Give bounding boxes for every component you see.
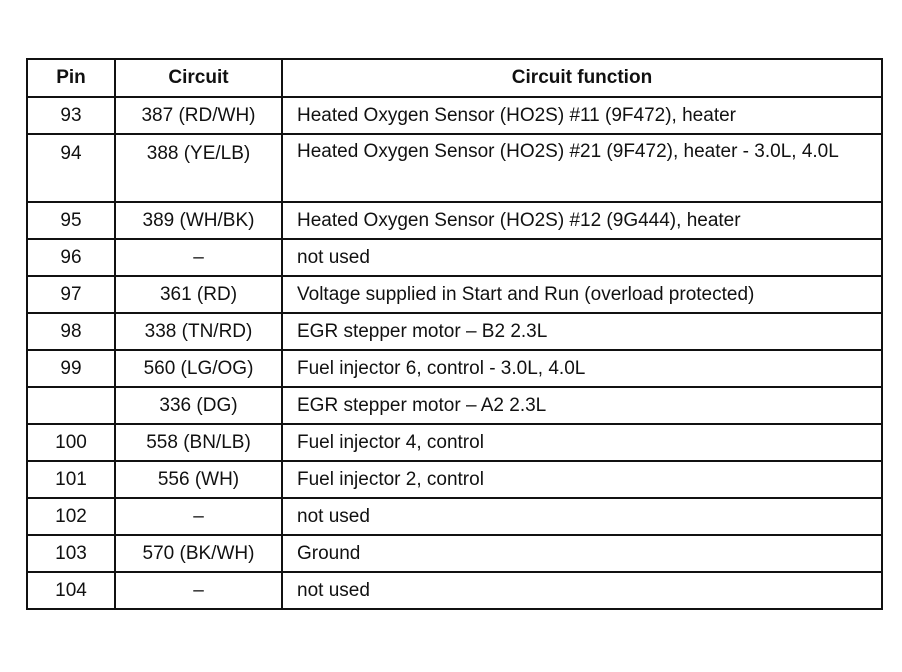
function-cell: Fuel injector 4, control xyxy=(282,424,882,461)
table-row xyxy=(27,313,882,350)
pin-cell: 94 xyxy=(27,134,115,202)
pin-cell: 104 xyxy=(27,572,115,609)
function-cell: Heated Oxygen Sensor (HO2S) #12 (9G444), heater xyxy=(282,202,882,239)
table-row xyxy=(27,239,882,276)
function-cell: Heated Oxygen Sensor (HO2S) #11 (9F472), heater xyxy=(282,97,882,134)
table-row xyxy=(27,387,882,424)
header-pin: Pin xyxy=(27,59,115,97)
table-row xyxy=(27,202,882,239)
table-row xyxy=(27,97,882,134)
table-row xyxy=(27,535,882,572)
function-cell: Ground xyxy=(282,535,882,572)
pin-cell: 95 xyxy=(27,202,115,239)
table-row xyxy=(27,461,882,498)
circuit-cell: – xyxy=(115,572,282,609)
pin-cell xyxy=(27,387,115,424)
table-row xyxy=(27,572,882,609)
table-row xyxy=(27,498,882,535)
function-cell: Heated Oxygen Sensor (HO2S) #21 (9F472), heater - 3.0L, 4.0L xyxy=(282,134,882,202)
circuit-cell: 570 (BK/WH) xyxy=(115,535,282,572)
table-row xyxy=(27,424,882,461)
pin-cell: 102 xyxy=(27,498,115,535)
pin-table xyxy=(26,58,883,610)
table-row xyxy=(27,350,882,387)
function-cell: Fuel injector 6, control - 3.0L, 4.0L xyxy=(282,350,882,387)
header-circuit-function: Circuit function xyxy=(282,59,882,97)
circuit-cell: 556 (WH) xyxy=(115,461,282,498)
circuit-cell: 336 (DG) xyxy=(115,387,282,424)
function-cell: EGR stepper motor – A2 2.3L xyxy=(282,387,882,424)
function-cell: not used xyxy=(282,572,882,609)
circuit-cell: 560 (LG/OG) xyxy=(115,350,282,387)
pin-cell: 93 xyxy=(27,97,115,134)
circuit-cell: 387 (RD/WH) xyxy=(115,97,282,134)
function-cell: not used xyxy=(282,239,882,276)
circuit-cell: 389 (WH/BK) xyxy=(115,202,282,239)
pin-cell: 100 xyxy=(27,424,115,461)
function-cell: Voltage supplied in Start and Run (overload protected) xyxy=(282,276,882,313)
circuit-cell: 361 (RD) xyxy=(115,276,282,313)
header-circuit: Circuit xyxy=(115,59,282,97)
pin-cell: 101 xyxy=(27,461,115,498)
circuit-cell: – xyxy=(115,239,282,276)
table-header-row xyxy=(27,59,882,97)
pin-cell: 98 xyxy=(27,313,115,350)
pin-cell: 97 xyxy=(27,276,115,313)
pin-cell: 103 xyxy=(27,535,115,572)
circuit-cell: 338 (TN/RD) xyxy=(115,313,282,350)
function-cell: EGR stepper motor – B2 2.3L xyxy=(282,313,882,350)
circuit-cell: 558 (BN/LB) xyxy=(115,424,282,461)
circuit-cell: 388 (YE/LB) xyxy=(115,134,282,202)
pin-cell: 99 xyxy=(27,350,115,387)
circuit-cell: – xyxy=(115,498,282,535)
function-cell: not used xyxy=(282,498,882,535)
table-row xyxy=(27,276,882,313)
pin-cell: 96 xyxy=(27,239,115,276)
function-cell: Fuel injector 2, control xyxy=(282,461,882,498)
table-row xyxy=(27,134,882,202)
